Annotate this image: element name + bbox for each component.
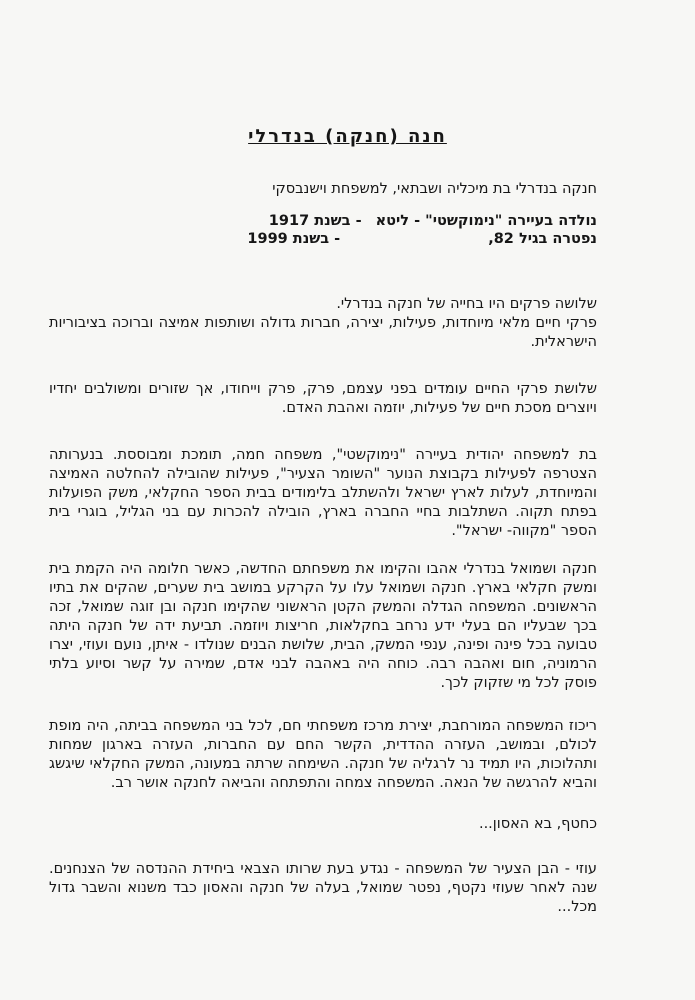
paragraph-7: [49, 860, 597, 917]
birth-place: נולדה בעיירה "נימוקשטי" - ליטא: [375, 213, 597, 229]
paragraph-text: ריכוז המשפחה המורחבת, יצירת מרכז משפחתי חם, לכל בני המשפחה בביתה, היה מופת לכולם, ובמושב, העזרה ההדדית, הקשר החם עם החברות, העזרה בארגון שמחות ותהלוכות, היו תמיד נר לרגליה של חנקה. השימחה שרתה במעונה, המשק החקלאי שיגשג והביא להרגשה של הנאה. המשפחה צמחה והתפתחה והביאה לחנקה אושר רב.: [49, 718, 597, 791]
paragraph-5: [49, 717, 597, 793]
death-year: - בשנת 1999: [247, 231, 341, 247]
document-title: חנה (חנקה) בנדרלי: [248, 126, 447, 147]
paragraph-1: [49, 295, 597, 352]
birth-year: - בשנת 1917: [268, 213, 362, 229]
paragraph-text: שלושת פרקי החיים עומדים בפני עצמם, פרק, פרק וייחודו, אך שזורים ומשולבים יחדיו ויוצרים מסכת חיים של פעילות, יוזמה ואהבת האדם.: [49, 381, 597, 416]
paragraph-text: עוזי - הבן הצעיר של המשפחה - נגדע בעת שרותו הצבאי ביחידת ההנדסה של הצנחנים. שנה לאחר שעוזי נקטף, נפטר שמואל, בעלה של חנקה והאסון כבד משנוא והשבר גדול מכל...: [49, 861, 597, 915]
paragraph-2: [49, 380, 597, 418]
paragraph-6: [49, 815, 597, 834]
paragraph-text: בת למשפחה יהודית בעיירה "נימוקשטי", משפחה חמה, תומכת ומבוססת. בנערותה הצטרפה לפעילות בקבוצת הנוער "השומר הצעיר", פעילות שהובילה להחלטה האמיצה והמיוחדת, לעלות לארץ ישראל ולהשתלב בלימודים בבית הספר החקלאי, משק הפועלות בפתח תקוה. השתלבות בחיי החברה בארץ, הובילה להכרות עם בני הגליל, בוגרי בית הספר "מקווה- ישראל".: [49, 447, 597, 539]
paragraph-text: כחטף, בא האסון...: [478, 816, 597, 832]
death-age: נפטרה בגיל 82,: [488, 231, 597, 247]
paragraph-4: [49, 560, 597, 693]
paragraph-3: [49, 446, 597, 541]
paragraph-text: שלושה פרקים היו בחייה של חנקה בנדרלי. פרקי חיים מלאי מיוחדות, פעילות, יצירה, חברות גדולה ושותפות אמיצה וברוכה בציבוריות הישראלית.: [49, 296, 597, 350]
paragraph-text: חנקה ושמואל בנדרלי אהבו והקימו את משפחתם החדשה, כאשר חלומה היה הקמת בית ומשק חקלאי בארץ. חנקה ושמואל עלו על הקרקע במושב בית שערים, שהקים את בתיו הראשונים. המשפחה הגדלה והמשק הקטן הראשוני שהקימו חנקה ובן זוגה שמואל, זכה בכך שבעליו הם בעלי ידע נרחב בחקלאות, חריצות ויוזמה. תביעת ידה של חנקה היתה טבועה בכל פינה ופינה, ענפי המשק, הבית, שלושת הבנים שנולדו - איתן, נועם ועוזי, יצרו הרמוניה, חום ואהבה רבה. כוחה היה באהבה לבני אדם, שמירה על קשר וסיוע בלתי פוסק לכל מי שזקוק לכך.: [49, 561, 597, 691]
birth-death-info: [49, 212, 597, 248]
death-line: [49, 230, 597, 248]
intro-text: חנקה בנדרלי בת מיכליה ושבתאי, למשפחת וישנבסקי: [272, 181, 597, 197]
intro-line: [49, 180, 597, 199]
birth-line: [49, 212, 597, 230]
